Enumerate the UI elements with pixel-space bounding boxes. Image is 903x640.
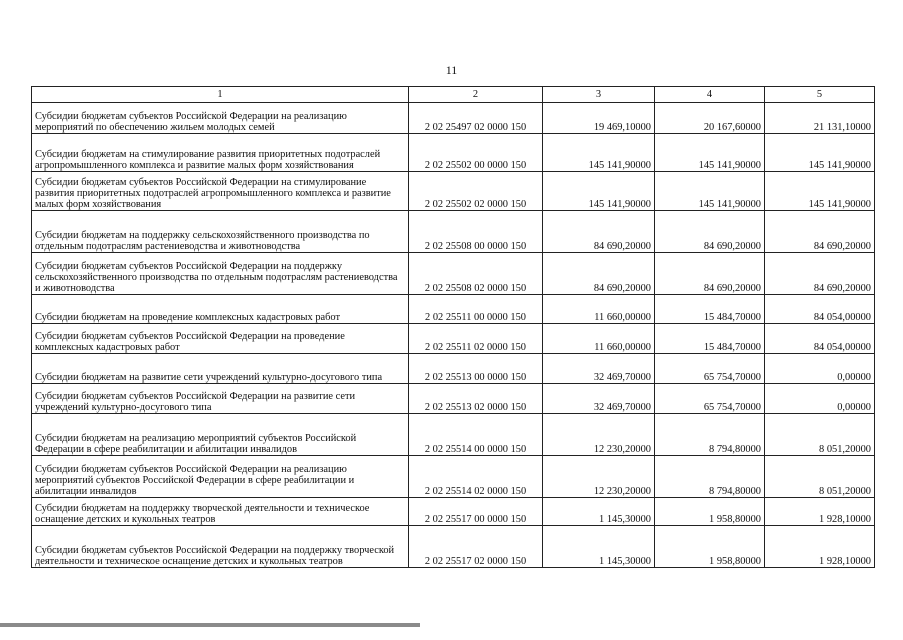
table-row: [32, 211, 875, 253]
row-code: 2 02 25513 00 0000 150: [409, 354, 543, 384]
row-description: Субсидии бюджетам субъектов Российской Федерации на развитие сети учреждений культурно-досугового типа: [32, 384, 409, 414]
column-header-3: 3: [543, 87, 655, 103]
row-code: 2 02 25502 00 0000 150: [409, 134, 543, 172]
table-row: [32, 253, 875, 295]
row-value-3: 19 469,10000: [543, 103, 655, 134]
row-code: 2 02 25511 02 0000 150: [409, 324, 543, 354]
row-value-3: 12 230,20000: [543, 414, 655, 456]
row-value-3: 145 141,90000: [543, 134, 655, 172]
row-value-5: 84 690,20000: [765, 253, 875, 295]
row-description: Субсидии бюджетам на поддержку творческой деятельности и техническое оснащение детских и кукольных театров: [32, 498, 409, 526]
row-value-3: 32 469,70000: [543, 384, 655, 414]
row-value-3: 11 660,00000: [543, 295, 655, 324]
row-code: 2 02 25508 02 0000 150: [409, 253, 543, 295]
table-row: [32, 354, 875, 384]
row-value-4: 65 754,70000: [655, 384, 765, 414]
table-row: [32, 526, 875, 568]
row-value-4: 20 167,60000: [655, 103, 765, 134]
row-description: Субсидии бюджетам субъектов Российской Федерации на поддержку сельскохозяйственного производства по отдельным подотраслям растениеводства и животноводства: [32, 253, 409, 295]
table-row: [32, 295, 875, 324]
row-value-3: 84 690,20000: [543, 211, 655, 253]
row-value-3: 1 145,30000: [543, 526, 655, 568]
row-value-5: 0,00000: [765, 384, 875, 414]
row-value-3: 32 469,70000: [543, 354, 655, 384]
row-code: 2 02 25514 02 0000 150: [409, 456, 543, 498]
table-row: [32, 172, 875, 211]
table-row: [32, 134, 875, 172]
row-code: 2 02 25497 02 0000 150: [409, 103, 543, 134]
row-code: 2 02 25511 00 0000 150: [409, 295, 543, 324]
row-description: Субсидии бюджетам субъектов Российской Федерации на реализацию мероприятий субъектов Российской Федерации в сфере реабилитации и абилитации инвалидов: [32, 456, 409, 498]
row-value-5: 21 131,10000: [765, 103, 875, 134]
row-description: Субсидии бюджетам субъектов Российской Федерации на поддержку творческой деятельности и техническое оснащение детских и кукольных театров: [32, 526, 409, 568]
row-value-5: 145 141,90000: [765, 134, 875, 172]
row-code: 2 02 25517 00 0000 150: [409, 498, 543, 526]
row-value-4: 84 690,20000: [655, 253, 765, 295]
row-value-3: 1 145,30000: [543, 498, 655, 526]
table-row: [32, 103, 875, 134]
scan-edge-bar: [0, 623, 420, 627]
table-row: [32, 414, 875, 456]
row-value-4: 145 141,90000: [655, 172, 765, 211]
row-value-4: 1 958,80000: [655, 498, 765, 526]
row-value-4: 84 690,20000: [655, 211, 765, 253]
row-value-5: 0,00000: [765, 354, 875, 384]
row-description: Субсидии бюджетам субъектов Российской Федерации на стимулирование развития приоритетных подотраслей агропромышленного комплекса и развитие малых форм хозяйствования: [32, 172, 409, 211]
row-value-3: 12 230,20000: [543, 456, 655, 498]
row-value-5: 8 051,20000: [765, 456, 875, 498]
row-description: Субсидии бюджетам на развитие сети учреждений культурно-досугового типа: [32, 354, 409, 384]
row-value-4: 8 794,80000: [655, 456, 765, 498]
row-value-4: 145 141,90000: [655, 134, 765, 172]
row-code: 2 02 25517 02 0000 150: [409, 526, 543, 568]
row-value-5: 8 051,20000: [765, 414, 875, 456]
header-row: [32, 87, 875, 103]
row-code: 2 02 25513 02 0000 150: [409, 384, 543, 414]
row-value-5: 1 928,10000: [765, 526, 875, 568]
row-value-4: 1 958,80000: [655, 526, 765, 568]
column-header-1: 1: [32, 87, 409, 103]
row-description: Субсидии бюджетам субъектов Российской Федерации на реализацию мероприятий по обеспечению жильем молодых семей: [32, 103, 409, 134]
row-description: Субсидии бюджетам на проведение комплексных кадастровых работ: [32, 295, 409, 324]
row-description: Субсидии бюджетам на поддержку сельскохозяйственного производства по отдельным подотраслям растениеводства и животноводства: [32, 211, 409, 253]
row-value-3: 11 660,00000: [543, 324, 655, 354]
table-row: [32, 384, 875, 414]
row-value-5: 84 054,00000: [765, 295, 875, 324]
row-value-4: 15 484,70000: [655, 324, 765, 354]
row-value-4: 65 754,70000: [655, 354, 765, 384]
table-row: [32, 498, 875, 526]
row-code: 2 02 25502 02 0000 150: [409, 172, 543, 211]
row-value-5: 1 928,10000: [765, 498, 875, 526]
row-value-3: 84 690,20000: [543, 253, 655, 295]
row-description: Субсидии бюджетам на реализацию мероприятий субъектов Российской Федерации в сфере реабилитации и абилитации инвалидов: [32, 414, 409, 456]
column-header-2: 2: [409, 87, 543, 103]
row-code: 2 02 25508 00 0000 150: [409, 211, 543, 253]
row-value-5: 145 141,90000: [765, 172, 875, 211]
column-header-5: 5: [765, 87, 875, 103]
page-number: 11: [445, 63, 458, 77]
row-value-3: 145 141,90000: [543, 172, 655, 211]
revenue-table: [31, 86, 875, 568]
row-description: Субсидии бюджетам на стимулирование развития приоритетных подотраслей агропромышленного комплекса и развитие малых форм хозяйствования: [32, 134, 409, 172]
row-value-4: 8 794,80000: [655, 414, 765, 456]
row-value-5: 84 054,00000: [765, 324, 875, 354]
row-value-4: 15 484,70000: [655, 295, 765, 324]
row-value-5: 84 690,20000: [765, 211, 875, 253]
row-code: 2 02 25514 00 0000 150: [409, 414, 543, 456]
table-row: [32, 456, 875, 498]
table-row: [32, 324, 875, 354]
column-header-4: 4: [655, 87, 765, 103]
row-description: Субсидии бюджетам субъектов Российской Федерации на проведение комплексных кадастровых работ: [32, 324, 409, 354]
